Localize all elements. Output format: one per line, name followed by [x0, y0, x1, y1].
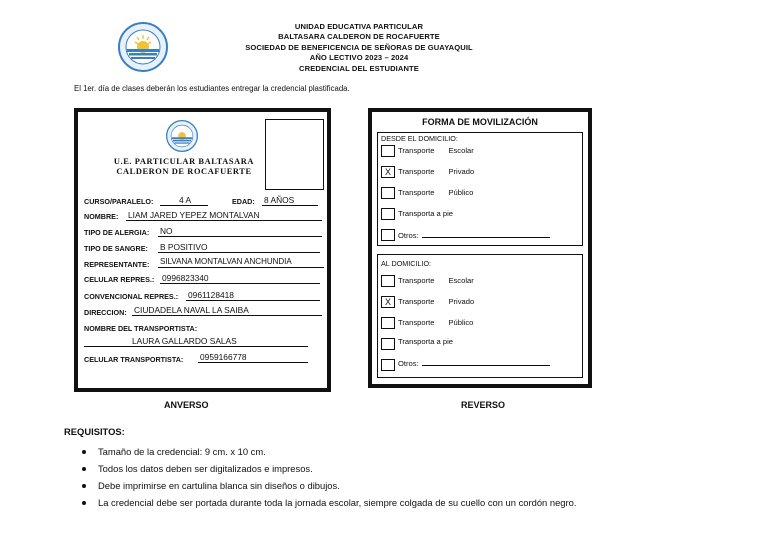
option-word: Transporte [398, 276, 435, 285]
section-title: AL DOMICILIO: [381, 259, 432, 268]
header-line: BALTASARA CALDERON DE ROCAFUERTE [278, 32, 440, 42]
nombre-value: LIAM JARED YEPEZ MONTALVAN [126, 210, 322, 221]
otros-blank-line[interactable] [422, 358, 550, 366]
checkbox-a-pie[interactable] [381, 208, 395, 220]
option-label [398, 358, 550, 368]
option-label [398, 276, 474, 285]
option-label [398, 318, 473, 327]
school-name-line: CALDERON DE ROCAFUERTE [116, 167, 252, 176]
option-word: Escolar [448, 146, 474, 155]
section-desde-domicilio [377, 132, 583, 246]
option-label: Transporta a pie [398, 337, 454, 346]
photo-box [265, 119, 324, 190]
document-header [200, 22, 518, 74]
caption-reverso: REVERSO [461, 400, 506, 410]
option-word: Escolar [448, 276, 474, 285]
option-label [398, 167, 474, 176]
requirements-title: REQUISITOS: [64, 426, 125, 437]
list-item: La credencial debe ser portada durante toda la jornada escolar, siempre colgada de su cuello con un cordón negro. [82, 497, 576, 514]
alergia-label: TIPO DE ALERGIA: [84, 228, 150, 237]
caption-anverso: ANVERSO [164, 400, 209, 410]
school-seal-icon [166, 120, 198, 152]
celular-value: 0996823340 [160, 273, 320, 284]
list-item: Debe imprimirse en cartulina blanca sin diseños o dibujos. [82, 480, 576, 497]
transportista-value: LAURA GALLARDO SALAS [84, 336, 308, 347]
option-label [398, 297, 474, 306]
option-word: Transporte [398, 297, 435, 306]
option-word: Privado [448, 297, 475, 306]
checkbox-privado[interactable]: X [381, 296, 395, 308]
option-word: Público [448, 318, 474, 327]
notice-text: El 1er. día de clases deberán los estudiantes entregar la credencial plastificada. [74, 84, 350, 93]
curso-label: CURSO/PARALELO: [84, 197, 154, 206]
header-line: SOCIEDAD DE BENEFICENCIA DE SEÑORAS DE GUAYAQUIL [245, 42, 473, 52]
otros-blank-line[interactable] [422, 230, 550, 238]
direccion-value: CIUDADELA NAVAL LA SAIBA [132, 305, 322, 316]
celular-transportista-label: CELULAR TRANSPORTISTA: [84, 355, 184, 364]
edad-label: EDAD: [232, 197, 255, 206]
curso-value: 4 A [160, 195, 208, 206]
checkbox-escolar[interactable] [381, 145, 395, 157]
option-word: Transporte [398, 167, 435, 176]
list-item: Tamaño de la credencial: 9 cm. x 10 cm. [82, 446, 576, 463]
option-word: Otros: [398, 231, 419, 240]
option-label [398, 146, 474, 155]
transportista-label: NOMBRE DEL TRANSPORTISTA: [84, 324, 198, 333]
celular-label: CELULAR REPRES.: [84, 275, 155, 284]
requirements-list [82, 446, 576, 514]
checkbox-otros[interactable] [381, 229, 395, 241]
convencional-label: CONVENCIONAL REPRES.: [84, 292, 179, 301]
header-line: CREDENCIAL DEL ESTUDIANTE [299, 63, 419, 73]
edad-value: 8 AÑOS [262, 195, 318, 206]
direccion-label: DIRECCION: [84, 308, 127, 317]
back-title: FORMA DE MOVILIZACIÓN [422, 117, 538, 127]
school-seal-icon [118, 22, 168, 72]
alergia-value: NO [158, 226, 322, 237]
header-line: UNIDAD EDUCATIVA PARTICULAR [294, 22, 424, 31]
representante-value: SILVANA MONTALVAN ANCHUNDIA [158, 257, 324, 268]
school-name [84, 157, 284, 177]
option-word: Transporte [398, 318, 435, 327]
checkbox-escolar[interactable] [381, 275, 395, 287]
sangre-label: TIPO DE SANGRE: [84, 244, 148, 253]
checkbox-publico[interactable] [381, 187, 395, 199]
celular-transportista-value: 0959166778 [198, 352, 308, 363]
checkbox-privado[interactable]: X [381, 166, 395, 178]
nombre-label: NOMBRE: [84, 212, 119, 221]
list-item: Todos los datos deben ser digitalizados e impresos. [82, 463, 576, 480]
representante-label: REPRESENTANTE: [84, 260, 150, 269]
option-label: Transporta a pie [398, 209, 454, 218]
checkbox-a-pie[interactable] [381, 338, 395, 350]
school-name-line: U.E. PARTICULAR BALTASARA [113, 157, 255, 166]
option-label [398, 230, 550, 240]
checkbox-otros[interactable] [381, 359, 395, 371]
option-word: Público [448, 188, 474, 197]
credential-back [368, 108, 592, 388]
option-word: Privado [448, 167, 475, 176]
convencional-value: 0961128418 [186, 290, 320, 301]
option-word: Otros: [398, 359, 419, 368]
section-al-domicilio [377, 254, 583, 378]
option-word: Transporte [398, 188, 435, 197]
section-title: DESDE EL DOMICILIO: [381, 134, 458, 143]
credential-front [74, 108, 331, 392]
header-line: AÑO LECTIVO 2023 – 2024 [309, 53, 409, 63]
checkbox-publico[interactable] [381, 317, 395, 329]
sangre-value: B POSITIVO [158, 242, 320, 253]
option-label [398, 188, 473, 197]
option-word: Transporte [398, 146, 435, 155]
